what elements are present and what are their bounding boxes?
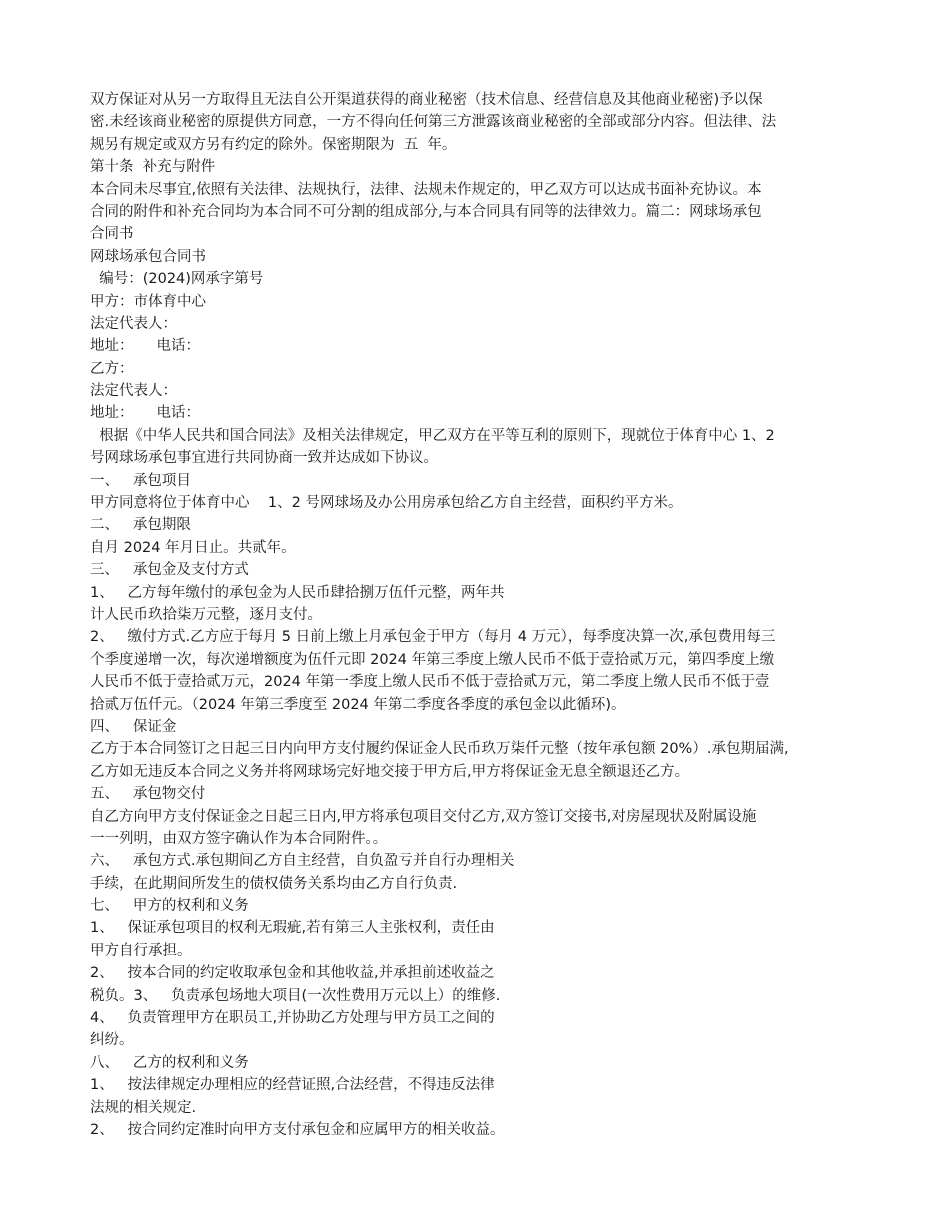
text-line: 一、 承包项目 bbox=[90, 472, 191, 489]
text-line: 甲方自行承担。 bbox=[90, 942, 192, 959]
text-line: 四、 保证金 bbox=[90, 718, 177, 735]
text-line: 七、 甲方的权利和义务 bbox=[90, 898, 249, 915]
text-line: 二、 承包期限 bbox=[90, 517, 191, 534]
text-line: 本合同未尽事宜,依照有关法律、法规执行，法律、法规未作规定的，甲乙双方可以达成书面补充协议。本 bbox=[90, 181, 762, 198]
text-line: 税负。3、 负责承包场地大项目(一次性费用万元以上）的维修. bbox=[90, 987, 501, 1004]
text-line: 拾贰万伍仟元。（2024 年第三季度至 2024 年第二季度各季度的承包金以此循环)。 bbox=[90, 696, 626, 713]
text-line: 网球场承包合同书 bbox=[90, 248, 206, 265]
text-line: 乙方如无违反本合同之义务并将网球场完好地交接于甲方后,甲方将保证金无息全额退还乙方。 bbox=[90, 763, 690, 780]
text-line: 法定代表人： bbox=[90, 315, 177, 332]
text-line: 规另有规定或双方另有约定的除外。保密期限为 五 年。 bbox=[90, 136, 457, 153]
text-line: 乙方： bbox=[90, 360, 134, 377]
text-line: 甲方同意将位于体育中心 1、2 号网球场及办公用房承包给乙方自主经营，面积约平方米。 bbox=[90, 495, 683, 512]
text-line: 2、 按合同约定准时向甲方支付承包金和应属甲方的相关收益。 bbox=[90, 1121, 505, 1138]
text-line: 号网球场承包事宜进行共同协商一致并达成如下协议。 bbox=[90, 450, 438, 467]
text-line: 合同书 bbox=[90, 226, 134, 243]
text-line: 2、 按本合同的约定收取承包金和其他收益,并承担前述收益之 bbox=[90, 965, 495, 982]
text-line: 1、 按法律规定办理相应的经营证照,合法经营，不得违反法律 bbox=[90, 1077, 495, 1094]
text-line: 第十条 补充与附件 bbox=[90, 159, 216, 176]
text-line: 1、 保证承包项目的权利无瑕疵,若有第三人主张权利，责任由 bbox=[90, 920, 495, 937]
text-line: 合同的附件和补充合同均为本合同不可分割的组成部分,与本合同具有同等的法律效力。篇二：网球场承包 bbox=[90, 203, 762, 220]
text-line: 自乙方向甲方支付保证金之日起三日内,甲方将承包项目交付乙方,双方签订交接书,对房屋现状及附属设施 bbox=[90, 808, 757, 825]
text-line: 甲方：市体育中心 bbox=[90, 293, 206, 310]
text-line: 六、 承包方式.承包期间乙方自主经营，自负盈亏并自行办理相关 bbox=[90, 853, 515, 870]
text-line: 法定代表人： bbox=[90, 383, 177, 400]
text-line: 4、 负责管理甲方在职员工,并协助乙方处理与甲方员工之间的 bbox=[90, 1010, 495, 1027]
document-body bbox=[90, 89, 880, 1141]
text-line: 密.未经该商业秘密的原提供方同意，一方不得向任何第三方泄露该商业秘密的全部或部分内容。但法律、法 bbox=[90, 114, 777, 131]
text-line: 计人民币玖拾柒万元整，逐月支付。 bbox=[90, 606, 322, 623]
text-line: 人民币不低于壹拾贰万元，2024 年第一季度上缴人民币不低于壹拾贰万元，第二季度上缴人民币不低于壹 bbox=[90, 674, 770, 691]
text-line: 法规的相关规定. bbox=[90, 1099, 197, 1116]
text-line: 五、 承包物交付 bbox=[90, 786, 206, 803]
text-line: 一一列明，由双方签字确认作为本合同附件。。 bbox=[90, 830, 388, 847]
text-line: 八、 乙方的权利和义务 bbox=[90, 1054, 249, 1071]
text-line: 手续，在此期间所发生的债权债务关系均由乙方自行负责. bbox=[90, 875, 458, 892]
text-line: 编号：(2024)网承字第号 bbox=[90, 271, 264, 288]
text-line: 地址： 电话： bbox=[90, 405, 201, 422]
text-line: 个季度递增一次，每次递增额度为伍仟元即 2024 年第三季度上缴人民币不低于壹拾贰万元，第四季度上缴 bbox=[90, 651, 775, 668]
text-line: 乙方于本合同签订之日起三日内向甲方支付履约保证金人民币玖万柒仟元整（按年承包额 20%）.承包期届满, bbox=[90, 741, 789, 758]
text-line: 自月 2024 年月日止。共贰年。 bbox=[90, 539, 296, 556]
text-line: 三、 承包金及支付方式 bbox=[90, 562, 249, 579]
text-line: 纠纷。 bbox=[90, 1032, 134, 1049]
text-line: 根据《中华人民共和国合同法》及相关法律规定，甲乙双方在平等互利的原则下，现就位于体育中心 1、2 bbox=[90, 427, 775, 444]
text-line: 1、 乙方每年缴付的承包金为人民币肆拾捌万伍仟元整，两年共 bbox=[90, 584, 505, 601]
text-line: 地址： 电话： bbox=[90, 338, 201, 355]
text-line: 双方保证对从另一方取得且无法自公开渠道获得的商业秘密（技术信息、经营信息及其他商业秘密)予以保 bbox=[90, 92, 763, 108]
text-line: 2、 缴付方式.乙方应于每月 5 日前上缴上月承包金于甲方（每月 4 万元），每季度决算一次,承包费用每三 bbox=[90, 629, 776, 646]
